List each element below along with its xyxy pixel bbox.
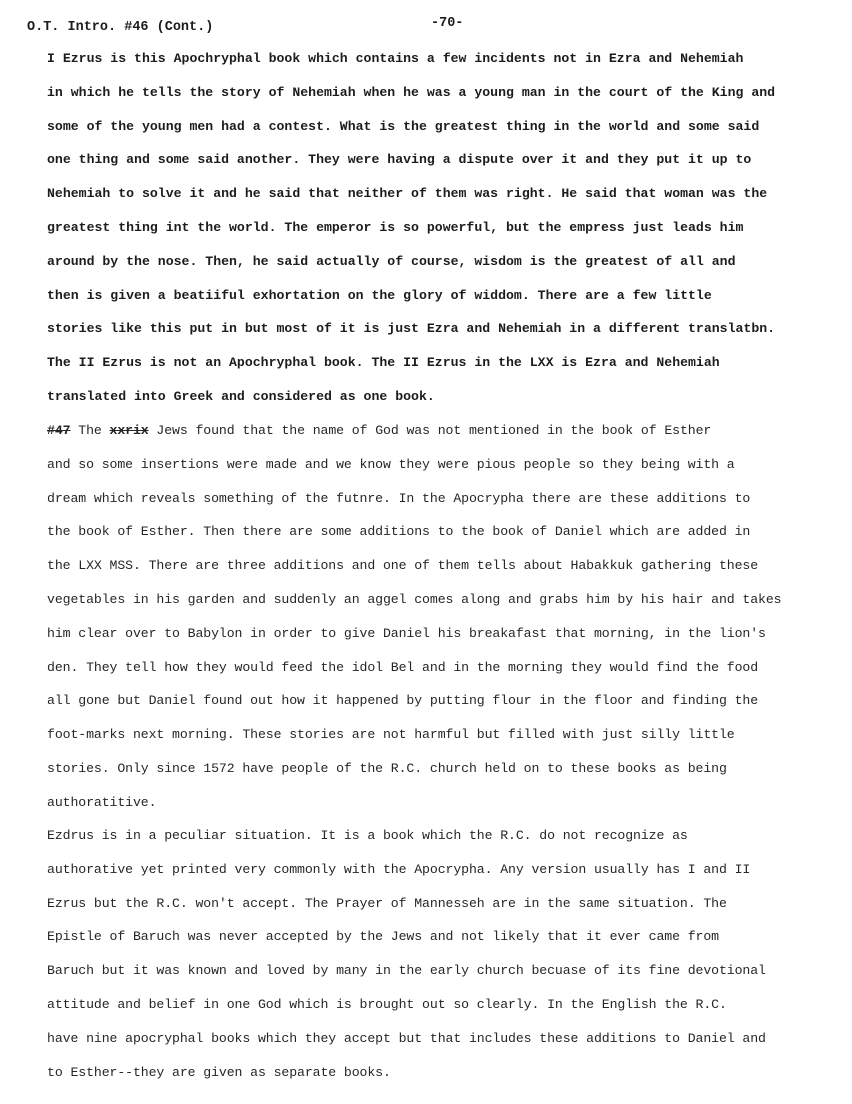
paragraph-ezrus: I Ezrus is this Apochryphal book which contains a few incidents not in Ezra and Nehemiah in which he tells the story of Nehemiah when he was a young man in the court of the King and some of the young men had a contest. What is the greatest thing in the world and some said one thing and some said another. They were having a dispute over it and they put it up to Nehemiah to solve it and he said that neither of them was right. He said that woman was the greatest thing int the world. The emperor is so powerful, but the empress just leads him around by the nose. Then, he said actually of course, wisdom is the greatest of all and then is given a beatiiful exhortation on the glory of widdom. There are a few little stories like this put in but most of it is just Ezra and Nehemiah in a different translatbn. The II Ezrus is not an Apochryphal book. The II Ezrus in the LXX is Ezra and Nehemiah translated into Greek and considered as one book. bbox=[47, 51, 776, 404]
paragraph-ezdrus: Ezdrus is in a peculiar situation. It is a book which the R.C. do not recognize as authorative yet printed very commonly with the Apocrypha. Any version usually has I and II Ezrus but the R.C. won't accept. The Prayer of Mannesseh are in the same situation. The Epistle of Baruch was never accepted by the Jews and not likely that it ever came from Baruch but it was known and loved by many in the early church becuase of its fine devotional attitude and belief in one God which is brought out so clearly. In the English the R.C. have nine apocryphal books which they accept but that includes these additions to Daniel and to Esther--they are given as separate books. bbox=[47, 828, 766, 1080]
paragraph-47-text: Jews found that the name of God was not mentioned in the book of Esther and so some insertions were made and we know they were pious people so they being with a dream which reveals something of the futnre. In the Apocrypha there are these additions to the book of Esther. Then there are some additions to the book of Daniel which are added in the LXX MSS. There are three additions and one of them tells about Habakkuk gathering these vegetables in his garden and suddenly an aggel comes along and grabs him by his hair and takes him clear over to Babylon in order to give Daniel his breakafast that morning, in the lion's den. They tell how they would feed the idol Bel and in the morning they would find the food all gone but Daniel found out how it happened by putting flour in the floor and finding the foot-marks next morning. These stories are not harmful but filled with just silly little stories. Only since 1572 have people of the R.C. church held on to these books as being authoratitive. bbox=[47, 423, 782, 810]
section-marker: #47 bbox=[47, 423, 71, 438]
paragraph-47-lead: The bbox=[70, 423, 110, 438]
page-number: -70- bbox=[431, 16, 464, 31]
header-title: O.T. Intro. #46 (Cont.) bbox=[27, 20, 214, 35]
struck-word: xxrix bbox=[109, 423, 149, 438]
page-header bbox=[27, 16, 822, 40]
paragraph-47 bbox=[47, 414, 837, 820]
